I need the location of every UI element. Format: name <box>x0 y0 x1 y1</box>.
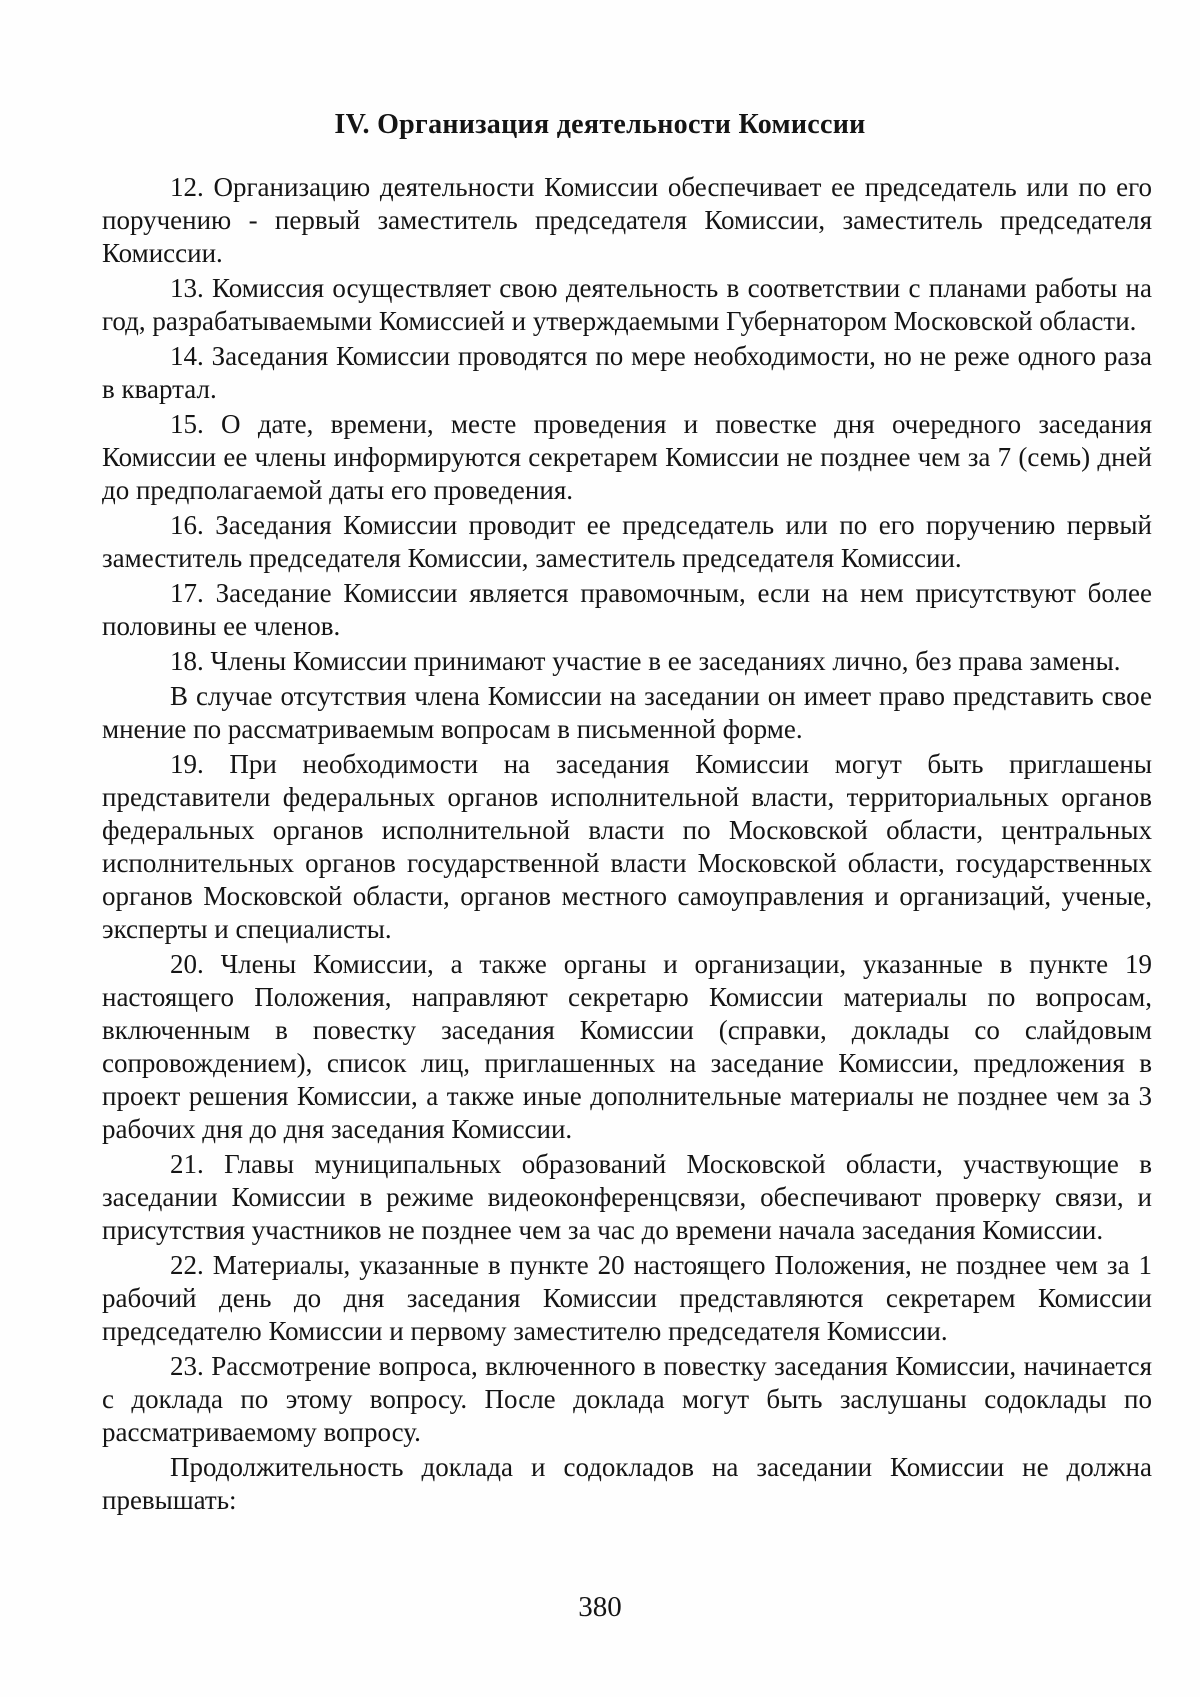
paragraph-13: 13. Комиссия осуществляет свою деятельность в соответствии с планами работы на год, разрабатываемыми Комиссией и утверждаемыми Губернатором Московской области. <box>102 273 1152 336</box>
paragraph-20: 20. Члены Комиссии, а также органы и организации, указанные в пункте 19 настоящего Положения, направляют секретарю Комиссии материалы по вопросам, включенным в повестку заседания Комиссии (справки, доклады со слайдовым сопровождением), список лиц, приглашенных на заседание Комиссии, предложения в проект решения Комиссии, а также иные дополнительные материалы не позднее чем за 3 рабочих дня до дня заседания Комиссии. <box>102 949 1152 1144</box>
document-body <box>102 171 1152 1519</box>
paragraph-14: 14. Заседания Комиссии проводятся по мере необходимости, но не реже одного раза в квартал. <box>102 341 1152 404</box>
paragraph-18: 18. Члены Комиссии принимают участие в ее заседаниях лично, без права замены. <box>170 646 1121 676</box>
paragraph-22: 22. Материалы, указанные в пункте 20 настоящего Положения, не позднее чем за 1 рабочий день до дня заседания Комиссии представляются секретарем Комиссии председателю Комиссии и первому заместителю председателя Комиссии. <box>102 1250 1152 1346</box>
paragraph-18-continued: В случае отсутствия члена Комиссии на заседании он имеет право представить свое мнение по рассматриваемым вопросам в письменной форме. <box>102 681 1152 744</box>
paragraph-12: 12. Организацию деятельности Комиссии обеспечивает ее председатель или по его поручению - первый заместитель председателя Комиссии, заместитель председателя Комиссии. <box>102 172 1152 268</box>
paragraph-16: 16. Заседания Комиссии проводит ее председатель или по его поручению первый заместитель председателя Комиссии, заместитель председателя Комиссии. <box>102 510 1152 573</box>
paragraph-15: 15. О дате, времени, месте проведения и повестке дня очередного заседания Комиссии ее члены информируются секретарем Комиссии не позднее чем за 7 (семь) дней до предполагаемой даты его проведения. <box>102 409 1152 505</box>
paragraph-23-continued: Продолжительность доклада и содокладов на заседании Комиссии не должна превышать: <box>102 1452 1152 1515</box>
paragraph-17: 17. Заседание Комиссии является правомочным, если на нем присутствуют более половины ее членов. <box>102 578 1152 641</box>
paragraph-19: 19. При необходимости на заседания Комиссии могут быть приглашены представители федеральных органов исполнительной власти, территориальных органов федеральных органов исполнительной власти по Московской области, центральных исполнительных органов государственной власти Московской области, государственных органов Московской области, органов местного самоуправления и организаций, ученые, эксперты и специалисты. <box>102 749 1152 944</box>
paragraph-21: 21. Главы муниципальных образований Московской области, участвующие в заседании Комиссии в режиме видеоконференцсвязи, обеспечивают проверку связи, и присутствия участников не позднее чем за час до времени начала заседания Комиссии. <box>102 1149 1152 1245</box>
section-title: IV. Организация деятельности Комиссии <box>334 109 866 140</box>
paragraph-23: 23. Рассмотрение вопроса, включенного в повестку заседания Комиссии, начинается с доклада по этому вопросу. После доклада могут быть заслушаны содоклады по рассматриваемому вопросу. <box>102 1351 1152 1447</box>
page-number: 380 <box>578 1591 622 1623</box>
